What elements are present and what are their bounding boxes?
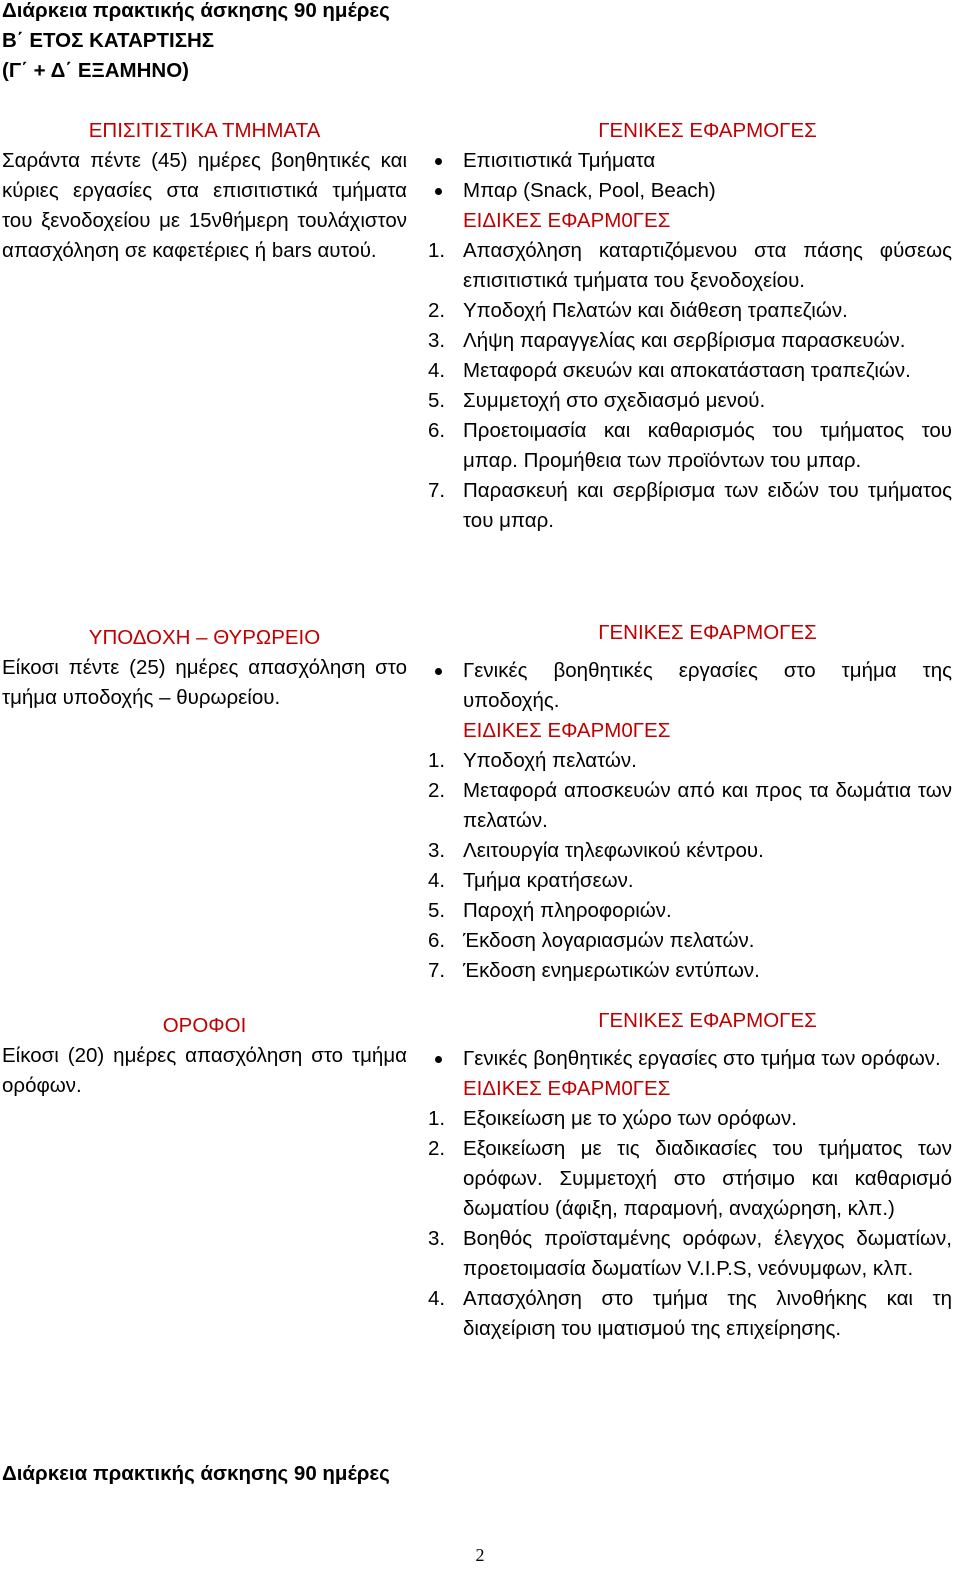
heading-year: Β΄ ΕΤΟΣ ΚΑΤΑΡΤΙΣΗΣ — [2, 29, 215, 52]
section-floors-right — [428, 1006, 952, 1344]
numbered-item: 3. Βοηθός προϊσταμένης ορόφων, έλεγχος δωματίων, προετοιμασία δωματίων V.I.P.S, νεόνυμφων, κλπ. — [428, 1227, 952, 1280]
numbered-item: 4. Τμήμα κρατήσεων. — [428, 869, 634, 892]
bullet-item: Γενικές βοηθητικές εργασίες στο τμήμα των ορόφων. — [428, 1044, 952, 1074]
heading-semester: (Γ΄ + Δ΄ ΕΞΑΜΗΝΟ) — [2, 59, 189, 82]
section-reception-right — [428, 618, 952, 986]
bullet-icon — [435, 668, 442, 675]
section-description: Είκοσι πέντε (25) ημέρες απασχόληση στο τμήμα υποδοχής – θυρωρείου. — [2, 656, 407, 709]
general-applications-title: ΓΕΝΙΚΕΣ ΕΦΑΡΜΟΓΕΣ — [598, 119, 817, 142]
numbered-item: 5. Συμμετοχή στο σχεδιασμό μενού. — [428, 389, 766, 412]
footer-duration: Διάρκεια πρακτικής άσκησης 90 ημέρες — [2, 1462, 390, 1485]
numbered-item: 3. Λειτουργία τηλεφωνικού κέντρου. — [428, 839, 764, 862]
numbered-item: 5. Παροχή πληροφοριών. — [428, 899, 672, 922]
special-applications-title: ΕΙΔΙΚΕΣ ΕΦΑΡΜ0ΓΕΣ — [463, 719, 671, 742]
bullet-item: Μπαρ (Snack, Pool, Beach) — [428, 176, 952, 206]
bullet-icon — [435, 188, 442, 195]
numbered-item: 6. Προετοιμασία και καθαρισμός του τμήματος του μπαρ. Προμήθεια των προϊόντων του μπαρ. — [428, 419, 952, 472]
page-number: 2 — [475, 1545, 485, 1565]
numbered-item: 1. Εξοικείωση με το χώρο των ορόφων. — [428, 1107, 797, 1130]
numbered-item: 1. Απασχόληση καταρτιζόμενου στα πάσης φύσεως επισιτιστικά τμήματα του ξενοδοχείου. — [428, 239, 952, 292]
special-applications-title: ΕΙΔΙΚΕΣ ΕΦΑΡΜ0ΓΕΣ — [463, 1077, 671, 1100]
section-food-right — [428, 116, 952, 536]
section-title: ΕΠΙΣΙΤΙΣΤΙΚΑ ΤΜΗΜΑΤΑ — [88, 119, 321, 142]
numbered-item: 7. Έκδοση ενημερωτικών εντύπων. — [428, 959, 760, 982]
numbered-item: 2. Μεταφορά αποσκευών από και προς τα δωμάτια των πελατών. — [428, 779, 952, 832]
numbered-item: 1. Υποδοχή πελατών. — [428, 749, 637, 772]
numbered-item: 2. Εξοικείωση με τις διαδικασίες του τμήματος των ορόφων. Συμμετοχή στο στήσιμο και καθαρισμό δωματίου (άφιξη, παραμονή, αναχώρηση, κλπ.) — [428, 1137, 952, 1220]
bullet-icon — [435, 1056, 442, 1063]
numbered-item: 4. Μεταφορά σκευών και αποκατάσταση τραπεζιών. — [428, 359, 911, 382]
numbered-item: 7. Παρασκευή και σερβίρισμα των ειδών του τμήματος του μπαρ. — [428, 479, 952, 532]
heading-duration: Διάρκεια πρακτικής άσκησης 90 ημέρες — [2, 0, 390, 22]
numbered-item: 4. Απασχόληση στο τμήμα της λινοθήκης και τη διαχείριση του ιματισμού της επιχείρησης. — [428, 1287, 952, 1340]
section-title: ΟΡΟΦΟΙ — [162, 1014, 247, 1037]
numbered-item: 3. Λήψη παραγγελίας και σερβίρισμα παρασκευών. — [428, 329, 906, 352]
bullet-item: Επισιτιστικά Τμήματα — [428, 146, 952, 176]
bullet-icon — [435, 158, 442, 165]
general-applications-title: ΓΕΝΙΚΕΣ ΕΦΑΡΜΟΓΕΣ — [598, 1009, 817, 1032]
bullet-item: Γενικές βοηθητικές εργασίες στο τμήμα της υποδοχής. — [428, 656, 952, 716]
section-description: Είκοσι (20) ημέρες απασχόληση στο τμήμα ορόφων. — [2, 1044, 407, 1097]
section-floors-left — [2, 1011, 407, 1101]
numbered-item: 2. Υποδοχή Πελατών και διάθεση τραπεζιών. — [428, 299, 848, 322]
special-applications-title: ΕΙΔΙΚΕΣ ΕΦΑΡΜ0ΓΕΣ — [463, 209, 671, 232]
section-description: Σαράντα πέντε (45) ημέρες βοηθητικές και κύριες εργασίες στα επισιτιστικά τμήματα του ξενοδοχείου με 15νθήμερη τουλάχιστον απασχόληση σε καφετέριες ή bars αυτού. — [2, 149, 407, 262]
section-title: ΥΠΟΔΟΧΗ – ΘΥΡΩΡΕΙΟ — [88, 626, 321, 649]
general-applications-title: ΓΕΝΙΚΕΣ ΕΦΑΡΜΟΓΕΣ — [598, 621, 817, 644]
numbered-item: 6. Έκδοση λογαριασμών πελατών. — [428, 929, 755, 952]
section-food-left — [2, 116, 407, 266]
section-reception-left — [2, 623, 407, 713]
